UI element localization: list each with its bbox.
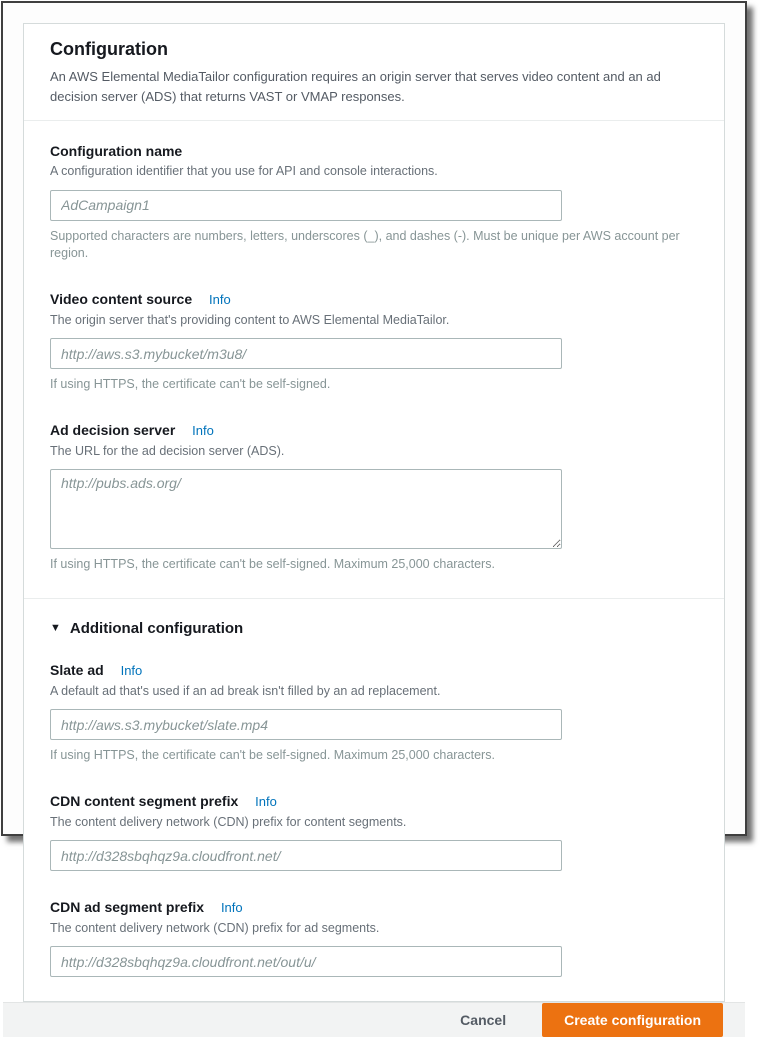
card-header (24, 24, 724, 120)
slate-ad-label-row (50, 661, 698, 680)
cdn-ad-segment-prefix-description: The content delivery network (CDN) prefix for ad segments. (50, 920, 380, 935)
cdn-content-segment-prefix-info-link[interactable]: Info (255, 793, 277, 809)
cdn-content-segment-prefix-input[interactable] (50, 840, 562, 871)
additional-configuration-title: Additional configuration (69, 619, 244, 637)
video-content-source-hint: If using HTTPS, the certificate can't be self-signed. (50, 377, 331, 392)
slate-ad-field (50, 661, 698, 765)
ad-decision-server-field (50, 421, 698, 574)
cdn-ad-segment-prefix-field (50, 898, 698, 977)
video-content-source-field (50, 290, 698, 394)
video-content-source-description: The origin server that's providing content to AWS Elemental MediaTailor. (50, 312, 450, 327)
cancel-button[interactable]: Cancel (450, 1006, 516, 1034)
additional-configuration-expander[interactable] (50, 620, 698, 637)
slate-ad-input[interactable] (50, 709, 562, 740)
cdn-ad-segment-prefix-input[interactable] (50, 946, 562, 977)
cdn-content-segment-prefix-label: CDN content segment prefix (50, 792, 239, 809)
configuration-name-description: A configuration identifier that you use for API and console interactions. (50, 164, 438, 179)
cdn-ad-segment-prefix-label: CDN ad segment prefix (50, 899, 205, 916)
configuration-name-label: Configuration name (50, 143, 183, 160)
configuration-name-field (50, 142, 698, 263)
slate-ad-description: A default ad that's used if an ad break isn't filled by an ad replacement. (50, 683, 441, 698)
page-description: An AWS Elemental MediaTailor configuration requires an origin server that serves video content and an ad decision server (ADS) that returns VAST or VMAP responses. (50, 69, 661, 105)
ad-decision-server-textarea[interactable] (50, 469, 562, 549)
video-content-source-label: Video content source (50, 290, 193, 307)
ad-decision-server-hint: If using HTTPS, the certificate can't be self-signed. Maximum 25,000 characters. (50, 557, 495, 572)
page-content (3, 3, 745, 1002)
cdn-content-segment-prefix-field (50, 792, 698, 871)
ad-decision-server-label-row (50, 421, 698, 440)
configuration-name-hint: Supported characters are numbers, letters, underscores (_), and dashes (-). Must be unique per AWS account per region. (50, 228, 680, 261)
cdn-content-segment-prefix-description: The content delivery network (CDN) prefix for content segments. (50, 814, 407, 829)
slate-ad-label: Slate ad (50, 661, 104, 678)
ad-decision-server-description: The URL for the ad decision server (ADS). (50, 443, 285, 458)
video-content-source-info-link[interactable]: Info (209, 291, 231, 307)
ad-decision-server-label: Ad decision server (50, 421, 176, 438)
slate-ad-info-link[interactable]: Info (120, 662, 143, 678)
additional-configuration-section (24, 599, 724, 1002)
create-configuration-button[interactable]: Create configuration (542, 1003, 723, 1037)
main-form-section (24, 121, 724, 597)
cdn-ad-segment-prefix-info-link[interactable]: Info (220, 900, 243, 916)
configuration-name-label-row (50, 142, 698, 160)
page-title: Configuration (50, 39, 168, 59)
configuration-name-input[interactable] (50, 190, 562, 221)
ad-decision-server-info-link[interactable]: Info (192, 422, 214, 438)
cdn-ad-segment-prefix-label-row (50, 898, 698, 917)
video-content-source-label-row (50, 290, 698, 309)
configuration-card (23, 23, 725, 1002)
video-content-source-input[interactable] (50, 338, 562, 369)
slate-ad-hint: If using HTTPS, the certificate can't be self-signed. Maximum 25,000 characters. (50, 748, 495, 763)
cdn-content-segment-prefix-label-row (50, 792, 698, 811)
configuration-window (1, 1, 747, 1029)
caret-down-icon: ▼ (50, 622, 61, 635)
footer-action-bar (3, 1002, 745, 1037)
